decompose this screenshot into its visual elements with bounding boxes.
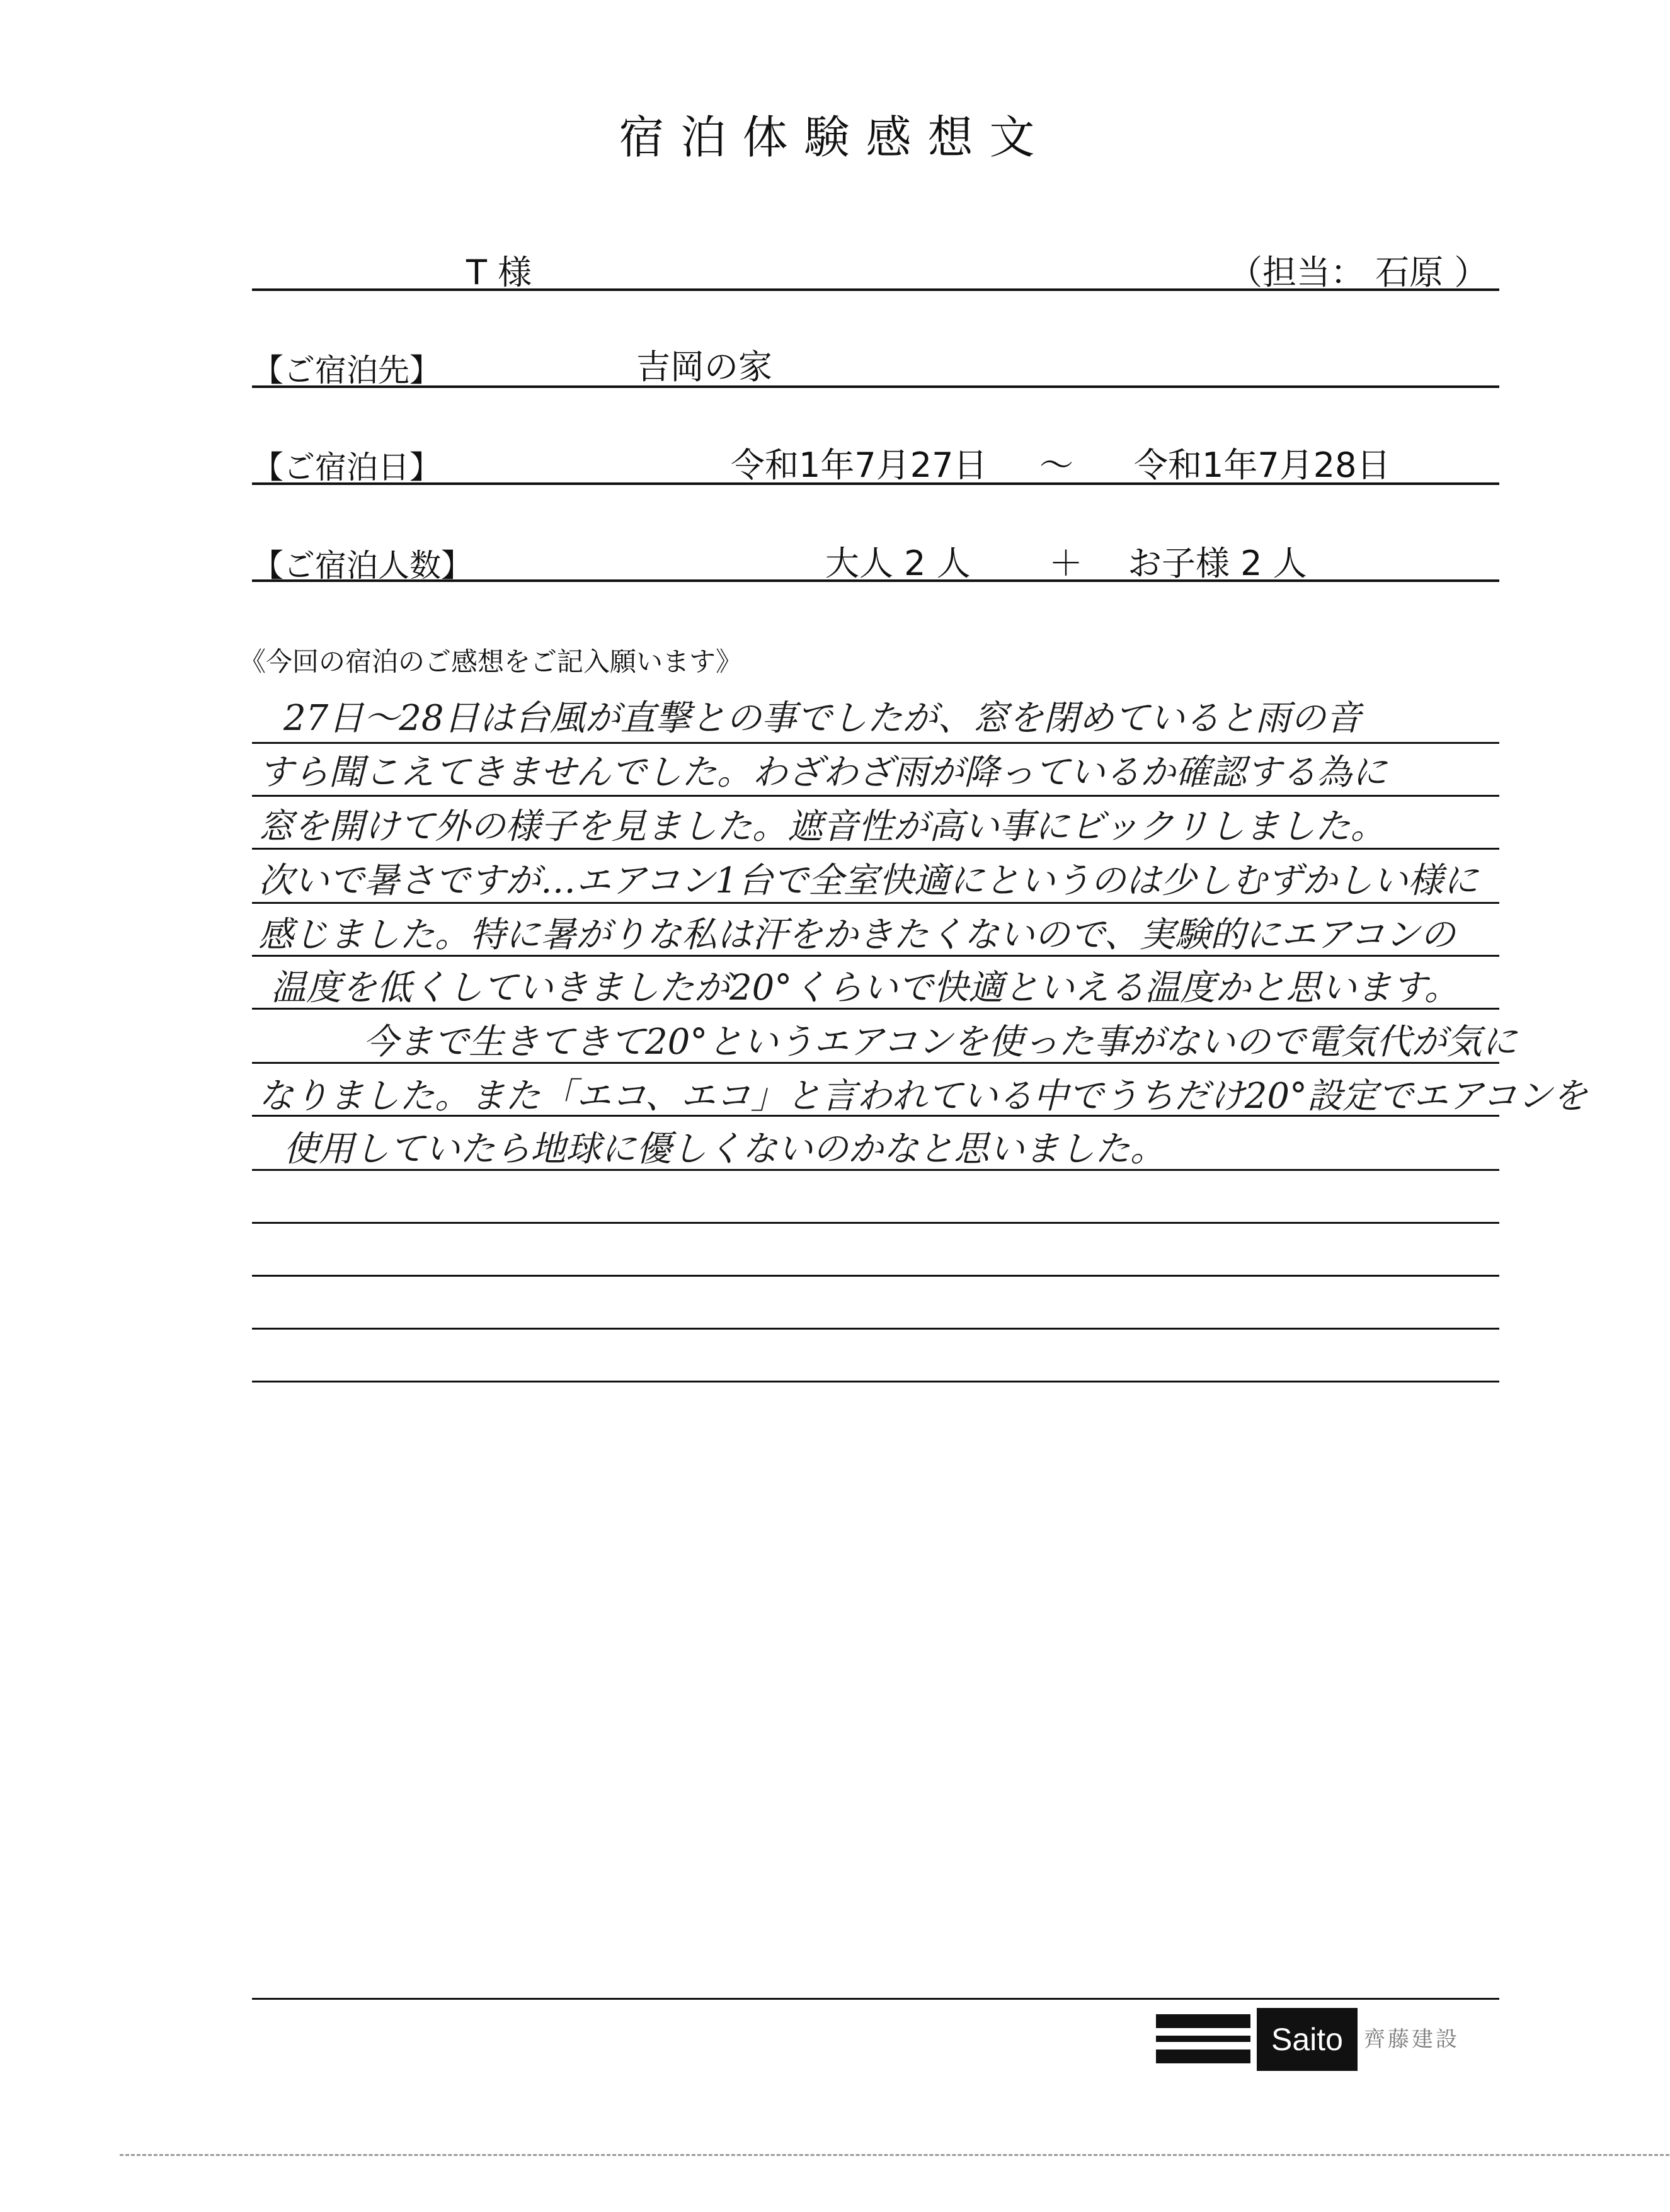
logo-bar-middle [1156,2036,1250,2042]
comment-rule-9 [252,1169,1499,1171]
comment-rule-13 [252,1381,1499,1382]
customer-name: T 様 [466,253,532,292]
comment-rule-7 [252,1062,1499,1064]
comment-rule-4 [252,902,1499,904]
logo-bar-top [1156,2014,1250,2028]
footer-rule [252,1998,1499,2000]
guests-children: お子様 2 人 [1128,544,1307,583]
comment-rule-11 [252,1275,1499,1277]
comment-rule-3 [252,848,1499,850]
document-title: 宿泊体験感想文 [619,111,1051,164]
customer-rule [252,288,1499,291]
comment-rule-6 [252,1008,1499,1010]
comment-line-2: すら聞こえてきませんでした。わざわざ雨が降っているか確認する為に [258,752,1387,793]
comment-rule-8 [252,1115,1499,1117]
comment-line-6: 温度を低くしていきましたが20°くらいで快適といえる温度かと思います。 [271,967,1460,1008]
staff-name: （担当： 石原 ） [1228,253,1489,292]
stay-date-label: 【ご宿泊日】 [252,449,441,486]
guests-plus: ＋ [1049,544,1083,583]
stay-place-rule [252,385,1499,388]
company-logo [1156,2008,1496,2071]
comment-line-4: 次いで暑さですが…エアコン1台で全室快適にというのは少しむずかしい様に [258,860,1478,901]
stay-date-from: 令和1年7月27日 [731,445,988,485]
stay-date-separator: ～ [1039,445,1073,485]
comment-prompt: 《今回の宿泊のご感想をご記入願います》 [239,646,743,677]
comment-line-3: 窓を開けて外の様子を見ました。遮音性が高い事にビックリしました。 [258,806,1386,847]
stay-date-to: 令和1年7月28日 [1134,445,1391,485]
stay-place-label: 【ご宿泊先】 [252,352,441,389]
comment-rule-12 [252,1328,1499,1330]
comment-line-9: 使用していたら地球に優しくないのかなと思いました。 [283,1129,1165,1170]
guests-adults: 大人 2 人 [825,544,971,583]
page-bottom-dashed-rule [120,2154,1669,2156]
comment-rule-5 [252,955,1499,957]
comment-rule-2 [252,795,1499,797]
guests-rule [252,579,1499,582]
comment-line-5: 感じました。特に暑がりな私は汗をかきたくないので、実験的にエアコンの [258,915,1456,955]
logo-bar-bottom [1156,2050,1250,2063]
guests-label: 【ご宿泊人数】 [252,547,472,584]
stay-place-value: 吉岡の家 [636,347,772,387]
logo-subtext: 齊藤建設 [1364,2027,1460,2051]
comment-line-1: 27日～28日は台風が直撃との事でしたが、窓を閉めていると雨の音 [283,698,1361,739]
comment-line-8: なりました。また「エコ、エコ」と言われている中でうちだけ20°設定でエアコンを [258,1076,1588,1117]
comment-rule-1 [252,742,1499,744]
stay-date-rule [252,482,1499,485]
logo-wordmark: Saito [1257,2008,1358,2071]
comment-rule-10 [252,1222,1499,1224]
comment-line-7: 今まで生きてきて20°というエアコンを使った事がないので電気代が気に [328,1022,1518,1063]
